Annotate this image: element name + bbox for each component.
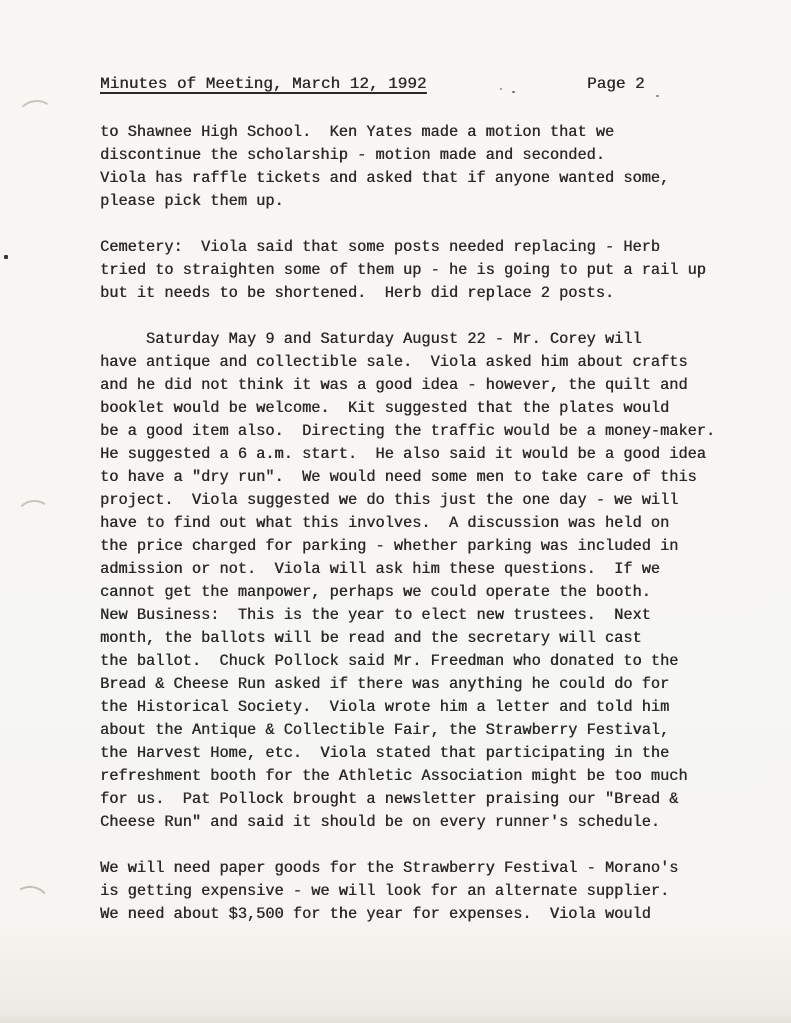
document-title: Minutes of Meeting, March 12, 1992 <box>100 75 427 93</box>
text-line: He suggested a 6 a.m. start. He also said it would be a good idea <box>100 445 706 463</box>
text-line: Saturday May 9 and Saturday August 22 - Mr. Corey will <box>100 330 642 348</box>
page-number-label: Page 2 <box>587 75 645 93</box>
text-line: We need about $3,500 for the year for expenses. Viola would <box>100 905 651 923</box>
page-curl-mark <box>16 499 52 530</box>
text-line: Bread & Cheese Run asked if there was anything he could do for <box>100 675 670 693</box>
text-line: and he did not think it was a good idea - however, the quilt and <box>100 376 688 394</box>
text-line: please pick them up. <box>100 192 284 210</box>
text-line: cannot get the manpower, perhaps we could operate the booth. <box>100 583 651 601</box>
scan-speck <box>4 255 8 259</box>
text-line: have to find out what this involves. A discussion was held on <box>100 514 670 532</box>
text-line: tried to straighten some of them up - he is going to put a rail up <box>100 261 706 279</box>
text-line: Viola has raffle tickets and asked that if anyone wanted some, <box>100 169 670 187</box>
text-line: about the Antique & Collectible Fair, the Strawberry Festival, <box>100 721 670 739</box>
text-line: be a good item also. Directing the traffic would be a money-maker. <box>100 422 716 440</box>
text-line: for us. Pat Pollock brought a newsletter praising our "Bread & <box>100 790 679 808</box>
text-line: refreshment booth for the Athletic Association might be too much <box>100 767 688 785</box>
text-line: but it needs to be shortened. Herb did replace 2 posts. <box>100 284 615 302</box>
paragraph <box>100 857 715 926</box>
text-line: project. Viola suggested we do this just the one day - we will <box>100 491 679 509</box>
scan-speck <box>656 95 659 97</box>
text-line: Cheese Run" and said it should be on every runner's schedule. <box>100 813 660 831</box>
text-line: have antique and collectible sale. Viola asked him about crafts <box>100 353 688 371</box>
page-curl-mark <box>11 883 51 918</box>
document-header <box>100 74 791 94</box>
text-line: is getting expensive - we will look for an alternate supplier. <box>100 882 670 900</box>
text-line: booklet would be welcome. Kit suggested that the plates would <box>100 399 670 417</box>
text-line: New Business: This is the year to elect new trustees. Next <box>100 606 651 624</box>
text-line: the Harvest Home, etc. Viola stated that participating in the <box>100 744 670 762</box>
text-line: the Historical Society. Viola wrote him a letter and told him <box>100 698 670 716</box>
paragraph <box>100 121 715 213</box>
text-line: the ballot. Chuck Pollock said Mr. Freedman who donated to the <box>100 652 679 670</box>
document-body <box>100 121 715 949</box>
text-line: Cemetery: Viola said that some posts needed replacing - Herb <box>100 238 660 256</box>
text-line: the price charged for parking - whether parking was included in <box>100 537 679 555</box>
text-line: We will need paper goods for the Strawberry Festival - Morano's <box>100 859 679 877</box>
text-line: month, the ballots will be read and the secretary will cast <box>100 629 642 647</box>
text-line: discontinue the scholarship - motion made and seconded. <box>100 146 605 164</box>
paragraph <box>100 328 715 834</box>
paragraph <box>100 236 715 305</box>
text-line: to Shawnee High School. Ken Yates made a motion that we <box>100 123 615 141</box>
page-curl-mark <box>17 98 56 132</box>
text-line: to have a "dry run". We would need some men to take care of this <box>100 468 697 486</box>
text-line: admission or not. Viola will ask him these questions. If we <box>100 560 660 578</box>
